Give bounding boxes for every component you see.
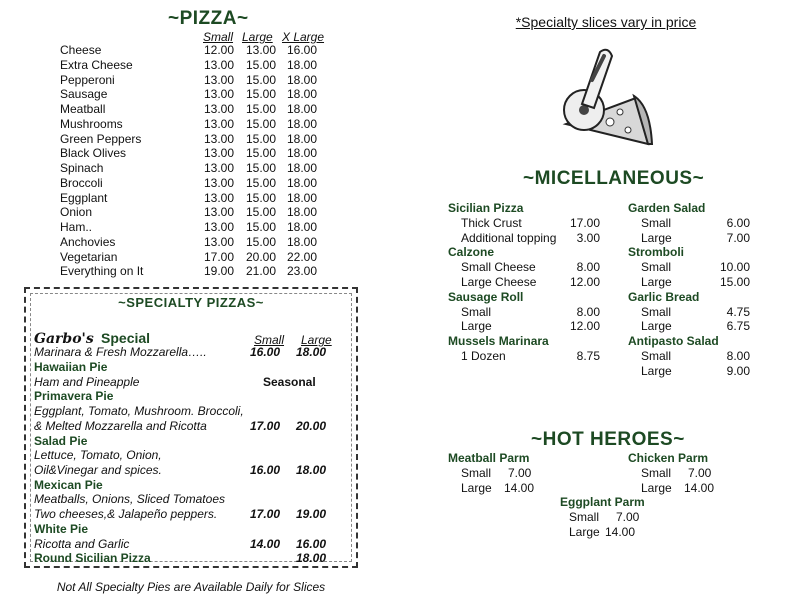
pizza-price-small: 13.00 — [204, 220, 235, 234]
pizza-name: Black Olives — [60, 146, 127, 161]
misc-item-label: Small — [641, 349, 672, 363]
misc-item-price: 8.00 — [726, 349, 750, 363]
misc-heading: Mussels Marinara — [448, 334, 549, 349]
pizza-row — [60, 176, 360, 191]
meatball-parm-small-label: Small — [461, 466, 492, 480]
mexican-desc-1: Meatballs, Onions, Sliced Tomatoes — [34, 492, 225, 506]
primavera-name: Primavera Pie — [34, 389, 114, 403]
white-large-price: 16.00 — [296, 537, 327, 551]
pizza-name: Everything on It — [60, 264, 144, 279]
chicken-parm-name: Chicken Parm — [628, 451, 709, 465]
pizza-price-small: 17.00 — [204, 249, 235, 264]
misc-heading: Garlic Bread — [628, 289, 700, 304]
pizza-row — [60, 58, 360, 73]
pizza-price-xlarge: 18.00 — [287, 161, 318, 175]
pizza-price-xlarge: 18.00 — [287, 234, 318, 249]
misc-heading: Calzone — [448, 245, 495, 260]
garbos-desc: Marinara & Fresh Mozzarella….. — [34, 345, 207, 359]
misc-item-label: Small — [641, 304, 672, 319]
misc-item-price: 4.75 — [726, 304, 750, 319]
misc-heading: Sausage Roll — [448, 289, 524, 304]
pizza-name: Cheese — [60, 43, 102, 57]
primavera-small-price: 17.00 — [250, 419, 281, 433]
misc-heading: Antipasto Salad — [628, 334, 719, 349]
hawaiian-name: Hawaiian Pie — [34, 360, 108, 374]
round-sicilian-price: 18.00 — [296, 551, 327, 565]
pizza-price-small: 13.00 — [204, 161, 235, 175]
primavera-desc-1: Eggplant, Tomato, Mushroom. Broccoli, — [34, 404, 244, 418]
salad-desc-1: Lettuce, Tomato, Onion, — [34, 448, 162, 462]
pizza-price-small: 13.00 — [204, 175, 235, 190]
misc-item-price: 17.00 — [569, 215, 600, 230]
pizza-price-xlarge: 18.00 — [287, 116, 318, 131]
garbos-large-price: 18.00 — [296, 345, 327, 359]
misc-item-price: 10.00 — [719, 260, 750, 275]
pizza-price-large: 15.00 — [246, 234, 277, 249]
eggplant-parm-large-price: 14.00 — [605, 525, 636, 539]
pizza-row — [60, 43, 360, 58]
pizza-row — [60, 220, 360, 235]
salad-pie-name: Salad Pie — [34, 434, 88, 448]
pizza-name: Extra Cheese — [60, 57, 133, 72]
chicken-parm-large-label: Large — [641, 481, 672, 495]
misc-item-label: Large — [641, 230, 672, 245]
eggplant-parm-name: Eggplant Parm — [560, 495, 645, 509]
misc-item-label: Thick Crust — [461, 215, 522, 230]
pizza-name: Pepperoni — [60, 72, 115, 87]
misc-item-price: 9.00 — [726, 363, 750, 378]
pizza-price-small: 13.00 — [204, 205, 235, 220]
pizza-price-small: 13.00 — [204, 146, 235, 161]
size-header-large: Large — [242, 30, 273, 44]
pizza-row — [60, 132, 360, 147]
pizza-price-xlarge: 22.00 — [287, 249, 318, 264]
pizza-price-small: 13.00 — [204, 72, 235, 87]
pizza-price-small: 19.00 — [204, 264, 235, 279]
misc-item-label: Additional topping — [461, 230, 557, 245]
pizza-price-large: 15.00 — [246, 116, 277, 131]
misc-item-label: Large — [641, 363, 672, 378]
specialty-footnote: Not All Specialty Pies are Available Daily for Slices — [56, 580, 326, 594]
misc-item-label: Large — [641, 275, 672, 289]
pizza-price-small: 13.00 — [204, 116, 235, 131]
pizza-price-xlarge: 18.00 — [287, 72, 318, 87]
pizza-row — [60, 235, 360, 250]
pizza-price-large: 13.00 — [246, 43, 277, 57]
pizza-name: Sausage — [60, 87, 108, 102]
pizza-price-xlarge: 18.00 — [287, 131, 318, 146]
pizza-price-xlarge: 16.00 — [287, 43, 318, 57]
misc-item-label: Small — [641, 260, 672, 275]
pizza-row — [60, 146, 360, 161]
misc-item-price: 7.00 — [726, 230, 750, 245]
misc-heading: Stromboli — [628, 245, 684, 260]
pizza-price-xlarge: 18.00 — [287, 102, 318, 116]
primavera-large-price: 20.00 — [296, 419, 327, 433]
pizza-price-small: 13.00 — [204, 102, 235, 116]
size-header-small: Small — [203, 30, 234, 44]
pizza-price-xlarge: 18.00 — [287, 146, 318, 161]
garbos-small-price: 16.00 — [250, 345, 281, 359]
pizza-price-xlarge: 18.00 — [287, 190, 318, 205]
white-small-price: 14.00 — [250, 537, 281, 551]
misc-item-price: 6.00 — [726, 215, 750, 230]
salad-large-price: 18.00 — [296, 463, 327, 477]
pizza-name: Vegetarian — [60, 249, 118, 264]
specialty-size-large: Large — [301, 333, 332, 347]
misc-item-price: 12.00 — [569, 275, 600, 289]
misc-item-price: 6.75 — [726, 319, 750, 334]
slices-note: *Specialty slices vary in price — [515, 14, 697, 30]
chicken-parm-large-price: 14.00 — [684, 481, 715, 495]
eggplant-parm-large-label: Large — [569, 525, 600, 539]
pizza-price-large: 15.00 — [246, 57, 277, 72]
misc-item-price: 15.00 — [719, 275, 750, 289]
pizza-title: ~PIZZA~ — [168, 8, 249, 29]
pizza-row — [60, 191, 360, 206]
pizza-price-large: 15.00 — [246, 72, 277, 87]
pizza-row — [60, 161, 360, 176]
garbos-special-name: Special — [101, 330, 151, 346]
meatball-parm-name: Meatball Parm — [448, 451, 530, 465]
round-sicilian-name: Round Sicilian Pizza — [34, 551, 151, 565]
hawaiian-desc: Ham and Pineapple — [34, 375, 140, 389]
mexican-desc-2: Two cheeses,& Jalapeño peppers. — [34, 507, 218, 521]
pizza-price-xlarge: 18.00 — [287, 205, 318, 220]
misc-left-column — [448, 201, 608, 371]
misc-item-label: 1 Dozen — [461, 349, 506, 363]
pizza-name: Ham.. — [60, 220, 93, 234]
misc-item-price: 8.75 — [576, 349, 600, 363]
chicken-parm-small-price: 7.00 — [688, 466, 712, 480]
mexican-large-price: 19.00 — [296, 507, 327, 521]
meatball-parm-large-label: Large — [461, 481, 492, 495]
pizza-price-large: 15.00 — [246, 146, 277, 161]
pizza-row — [60, 264, 360, 279]
misc-item-price: 12.00 — [569, 319, 600, 334]
pizza-price-large: 21.00 — [246, 264, 277, 279]
misc-item-price: 8.00 — [576, 304, 600, 319]
chicken-parm-small-label: Small — [641, 466, 672, 480]
misc-right-column — [628, 201, 758, 386]
size-header-xlarge: X Large — [282, 30, 325, 44]
pizza-price-large: 15.00 — [246, 102, 277, 116]
pizza-row — [60, 73, 360, 88]
pizza-price-small: 13.00 — [204, 87, 235, 102]
misc-item-label: Large — [641, 319, 672, 334]
pizza-price-xlarge: 23.00 — [287, 264, 318, 279]
pizza-name: Anchovies — [60, 234, 116, 249]
pizza-name: Broccoli — [60, 175, 103, 190]
pizza-row — [60, 250, 360, 265]
pizza-price-xlarge: 18.00 — [287, 87, 318, 102]
pizza-price-large: 20.00 — [246, 249, 277, 264]
specialty-title: ~SPECIALTY PIZZAS~ — [118, 295, 264, 310]
pizza-price-xlarge: 18.00 — [287, 220, 318, 234]
misc-item-price: 3.00 — [576, 230, 600, 245]
pizza-price-small: 13.00 — [204, 234, 235, 249]
specialty-box — [24, 287, 358, 568]
pizza-name: Meatball — [60, 102, 106, 116]
meatball-parm-small-price: 7.00 — [508, 466, 532, 480]
pizza-price-large: 15.00 — [246, 131, 277, 146]
garbos-logo: Garbo's — [34, 331, 94, 347]
meatball-parm-large-price: 14.00 — [504, 481, 535, 495]
primavera-desc-2: & Melted Mozzarella and Ricotta — [34, 419, 207, 433]
misc-item-label: Small Cheese — [461, 260, 536, 275]
pizza-price-large: 15.00 — [246, 205, 277, 220]
misc-item-label: Large — [461, 319, 492, 334]
pizza-cutter-icon — [548, 46, 660, 152]
pizza-list — [60, 43, 360, 283]
pizza-price-xlarge: 18.00 — [287, 175, 318, 190]
misc-item-price: 8.00 — [576, 260, 600, 275]
white-pie-name: White Pie — [34, 522, 89, 536]
misc-heading: Sicilian Pizza — [448, 201, 524, 215]
pizza-name: Mushrooms — [60, 116, 123, 131]
pizza-name: Eggplant — [60, 190, 108, 205]
misc-title: ~MICELLANEOUS~ — [523, 168, 705, 189]
pizza-price-large: 15.00 — [246, 161, 277, 175]
pizza-price-large: 15.00 — [246, 87, 277, 102]
misc-item-label: Small — [641, 215, 672, 230]
pizza-price-small: 13.00 — [204, 190, 235, 205]
pizza-name: Onion — [60, 205, 93, 220]
pizza-price-large: 15.00 — [246, 220, 277, 234]
misc-item-label: Large Cheese — [461, 275, 537, 289]
pizza-row — [60, 205, 360, 220]
pizza-price-small: 12.00 — [204, 43, 235, 57]
white-desc: Ricotta and Garlic — [34, 537, 130, 551]
salad-small-price: 16.00 — [250, 463, 281, 477]
salad-desc-2: Oil&Vinegar and spices. — [34, 463, 162, 477]
pizza-name: Spinach — [60, 161, 104, 175]
eggplant-parm-small-label: Small — [569, 510, 600, 524]
specialty-size-small: Small — [254, 333, 285, 347]
pizza-row — [60, 117, 360, 132]
pizza-price-small: 13.00 — [204, 131, 235, 146]
pizza-price-large: 15.00 — [246, 175, 277, 190]
pizza-row — [60, 102, 360, 117]
heroes-title: ~HOT HEROES~ — [531, 429, 685, 450]
pizza-price-xlarge: 18.00 — [287, 57, 318, 72]
pizza-row — [60, 87, 360, 102]
pizza-price-small: 13.00 — [204, 57, 235, 72]
mexican-pie-name: Mexican Pie — [34, 478, 103, 492]
misc-heading: Garden Salad — [628, 201, 706, 215]
mexican-small-price: 17.00 — [250, 507, 281, 521]
misc-item-label: Small — [461, 304, 492, 319]
eggplant-parm-small-price: 7.00 — [616, 510, 640, 524]
hawaiian-seasonal: Seasonal — [263, 375, 316, 389]
pizza-price-large: 15.00 — [246, 190, 277, 205]
pizza-name: Green Peppers — [60, 131, 142, 146]
